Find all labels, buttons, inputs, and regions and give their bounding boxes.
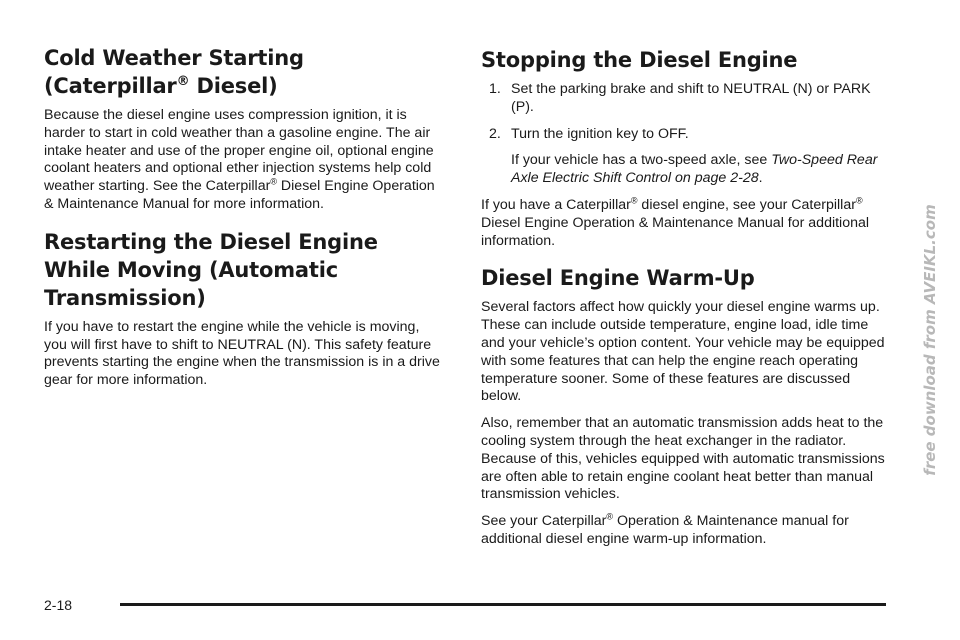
stopping-heading: Stopping the Diesel Engine [481,48,798,72]
note-post: . [758,170,763,187]
warmup-para-3-pre: See your Caterpillar [481,513,607,530]
restarting-body: If you have to restart the engine while the vehicle is moving, you will first have to shift to NEUTRAL (N). This safety feature prevents starting the engine when the transmission is in a drive gear for more information. [44,318,440,389]
registered-mark: ® [855,195,863,206]
page-number: 2-18 [44,597,73,613]
list-item [481,126,891,144]
cat-note-pre: If you have a Caterpillar [481,196,631,213]
cold-weather-title-line2-pre: (Caterpillar [44,74,177,98]
left-column [44,44,444,399]
warmup-para-3 [481,513,891,549]
step-number: 2. [489,125,501,142]
cold-weather-body-pre: Because the diesel engine uses compression ignition, it is harder to start in cold weather than a gasoline engine. The air intake heater and use of the proper engine oil, optional engine coolant heaters and optional ether injection systems help cold weather starting. See the Caterpillar [44,107,434,195]
right-column [481,44,891,558]
caterpillar-note [481,197,891,250]
warmup-para-1: Several factors affect how quickly your diesel engine warms up. These can include outside temperature, engine load, idle time and your vehicle’s option content. Your vehicle may be equipped with some features that can help the engine reach operating temperature sooner. Some of these features are discussed below. [481,299,885,405]
step-text: Turn the ignition key to OFF. [511,125,689,142]
footer-rule [120,603,886,606]
registered-mark: ® [606,511,614,522]
restarting-heading: Restarting the Diesel Engine While Moving (Automatic Transmission) [44,229,378,310]
cold-weather-title-line1: Cold Weather Starting [44,46,304,70]
list-item [481,81,891,117]
warmup-heading: Diesel Engine Warm-Up [481,266,755,291]
registered-mark: ® [630,195,638,206]
cold-weather-title-line2-post: Diesel) [189,74,278,98]
cat-note-post: Diesel Engine Operation & Maintenance Manual for additional information. [481,214,870,249]
step-number: 1. [489,81,501,97]
cold-weather-body [44,107,444,214]
cold-weather-heading [44,44,444,100]
watermark-text: free download from AVEIKL.com [921,204,939,476]
note-pre: If your vehicle has a two-speed axle, see [511,152,772,169]
step-text: Set the parking brake and shift to NEUTRAL (N) or PARK (P). [511,81,871,115]
cold-weather-body-post: Diesel Engine Operation & Maintenance Manual for more information. [44,178,435,212]
cross-reference-link[interactable]: Two-Speed Rear Axle Electric Shift Control on page 2-28 [511,152,878,187]
cat-note-mid: diesel engine, see your Caterpillar [637,196,856,213]
stopping-steps-list [481,81,891,143]
warmup-para-3-post: Operation & Maintenance manual for additional diesel engine warm-up information. [481,513,849,547]
registered-mark: ® [270,176,277,187]
two-speed-axle-note [481,152,891,188]
warmup-para-2: Also, remember that an automatic transmission adds heat to the cooling system through the heat exchanger in the radiator. Because of this, vehicles equipped with automatic transmissions are often able to retain engine coolant heat better than manual transmission vehicles. [481,415,885,503]
registered-mark: ® [176,74,190,89]
